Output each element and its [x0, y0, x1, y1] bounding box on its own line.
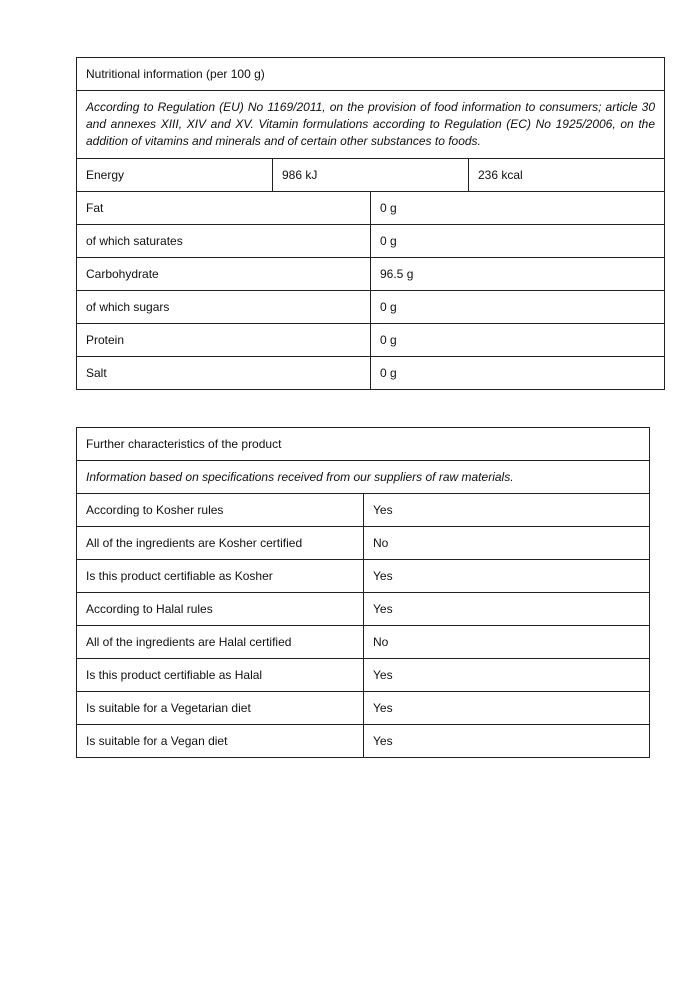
nutrient-row-fat	[77, 192, 665, 225]
characteristic-label: All of the ingredients are Kosher certified	[77, 527, 364, 560]
nutrition-title-row	[77, 58, 665, 91]
energy-label: Energy	[77, 159, 273, 192]
nutrient-row-salt	[77, 357, 665, 390]
nutrient-value: 96.5 g	[371, 258, 665, 291]
characteristic-label: Is this product certifiable as Halal	[77, 659, 364, 692]
characteristic-row-kosher-certifiable	[77, 560, 650, 593]
characteristic-value: Yes	[364, 560, 650, 593]
characteristic-row-halal-certifiable	[77, 659, 650, 692]
energy-kj-value: 986 kJ	[273, 159, 469, 192]
characteristic-label: According to Kosher rules	[77, 494, 364, 527]
characteristic-value: Yes	[364, 692, 650, 725]
characteristic-value: Yes	[364, 494, 650, 527]
characteristic-row-vegetarian	[77, 692, 650, 725]
characteristic-value: Yes	[364, 593, 650, 626]
nutrient-label: Salt	[77, 357, 371, 390]
characteristics-table	[76, 427, 650, 758]
nutrient-value: 0 g	[371, 324, 665, 357]
nutrient-value: 0 g	[371, 357, 665, 390]
nutrient-value: 0 g	[371, 192, 665, 225]
characteristic-value: No	[364, 626, 650, 659]
characteristic-label: Is suitable for a Vegan diet	[77, 725, 364, 758]
characteristic-value: Yes	[364, 725, 650, 758]
characteristics-note: Information based on specifications received from our suppliers of raw materials.	[77, 461, 650, 494]
characteristic-row-halal-rules	[77, 593, 650, 626]
nutrient-row-saturates	[77, 225, 665, 258]
nutrition-regulation-row	[77, 91, 665, 159]
nutrient-label: of which saturates	[77, 225, 371, 258]
nutrient-row-protein	[77, 324, 665, 357]
characteristics-note-row	[77, 461, 650, 494]
characteristic-row-vegan	[77, 725, 650, 758]
nutrient-value: 0 g	[371, 225, 665, 258]
nutrition-title: Nutritional information (per 100 g)	[77, 58, 665, 91]
characteristic-value: Yes	[364, 659, 650, 692]
energy-kcal-value: 236 kcal	[469, 159, 665, 192]
characteristics-title-row	[77, 428, 650, 461]
characteristic-value: No	[364, 527, 650, 560]
characteristic-label: Is suitable for a Vegetarian diet	[77, 692, 364, 725]
nutrition-regulation-note: According to Regulation (EU) No 1169/2011, on the provision of food information to consumers; article 30 and annexes XIII, XIV and XV. Vitamin formulations according to Regulation (EC) No 1925/2006, on the addition of vitamins and minerals and of certain other substances to foods.	[77, 91, 665, 159]
characteristic-row-kosher-rules	[77, 494, 650, 527]
nutrient-label: Carbohydrate	[77, 258, 371, 291]
energy-row	[77, 159, 665, 192]
characteristic-label: Is this product certifiable as Kosher	[77, 560, 364, 593]
characteristic-label: According to Halal rules	[77, 593, 364, 626]
characteristic-row-halal-ingredients	[77, 626, 650, 659]
nutrient-row-carbohydrate	[77, 258, 665, 291]
characteristics-title: Further characteristics of the product	[77, 428, 650, 461]
nutrient-value: 0 g	[371, 291, 665, 324]
nutrient-label: Fat	[77, 192, 371, 225]
nutrition-table	[76, 57, 665, 390]
characteristic-label: All of the ingredients are Halal certified	[77, 626, 364, 659]
nutrient-row-sugars	[77, 291, 665, 324]
nutrient-label: of which sugars	[77, 291, 371, 324]
nutrient-label: Protein	[77, 324, 371, 357]
characteristic-row-kosher-ingredients	[77, 527, 650, 560]
